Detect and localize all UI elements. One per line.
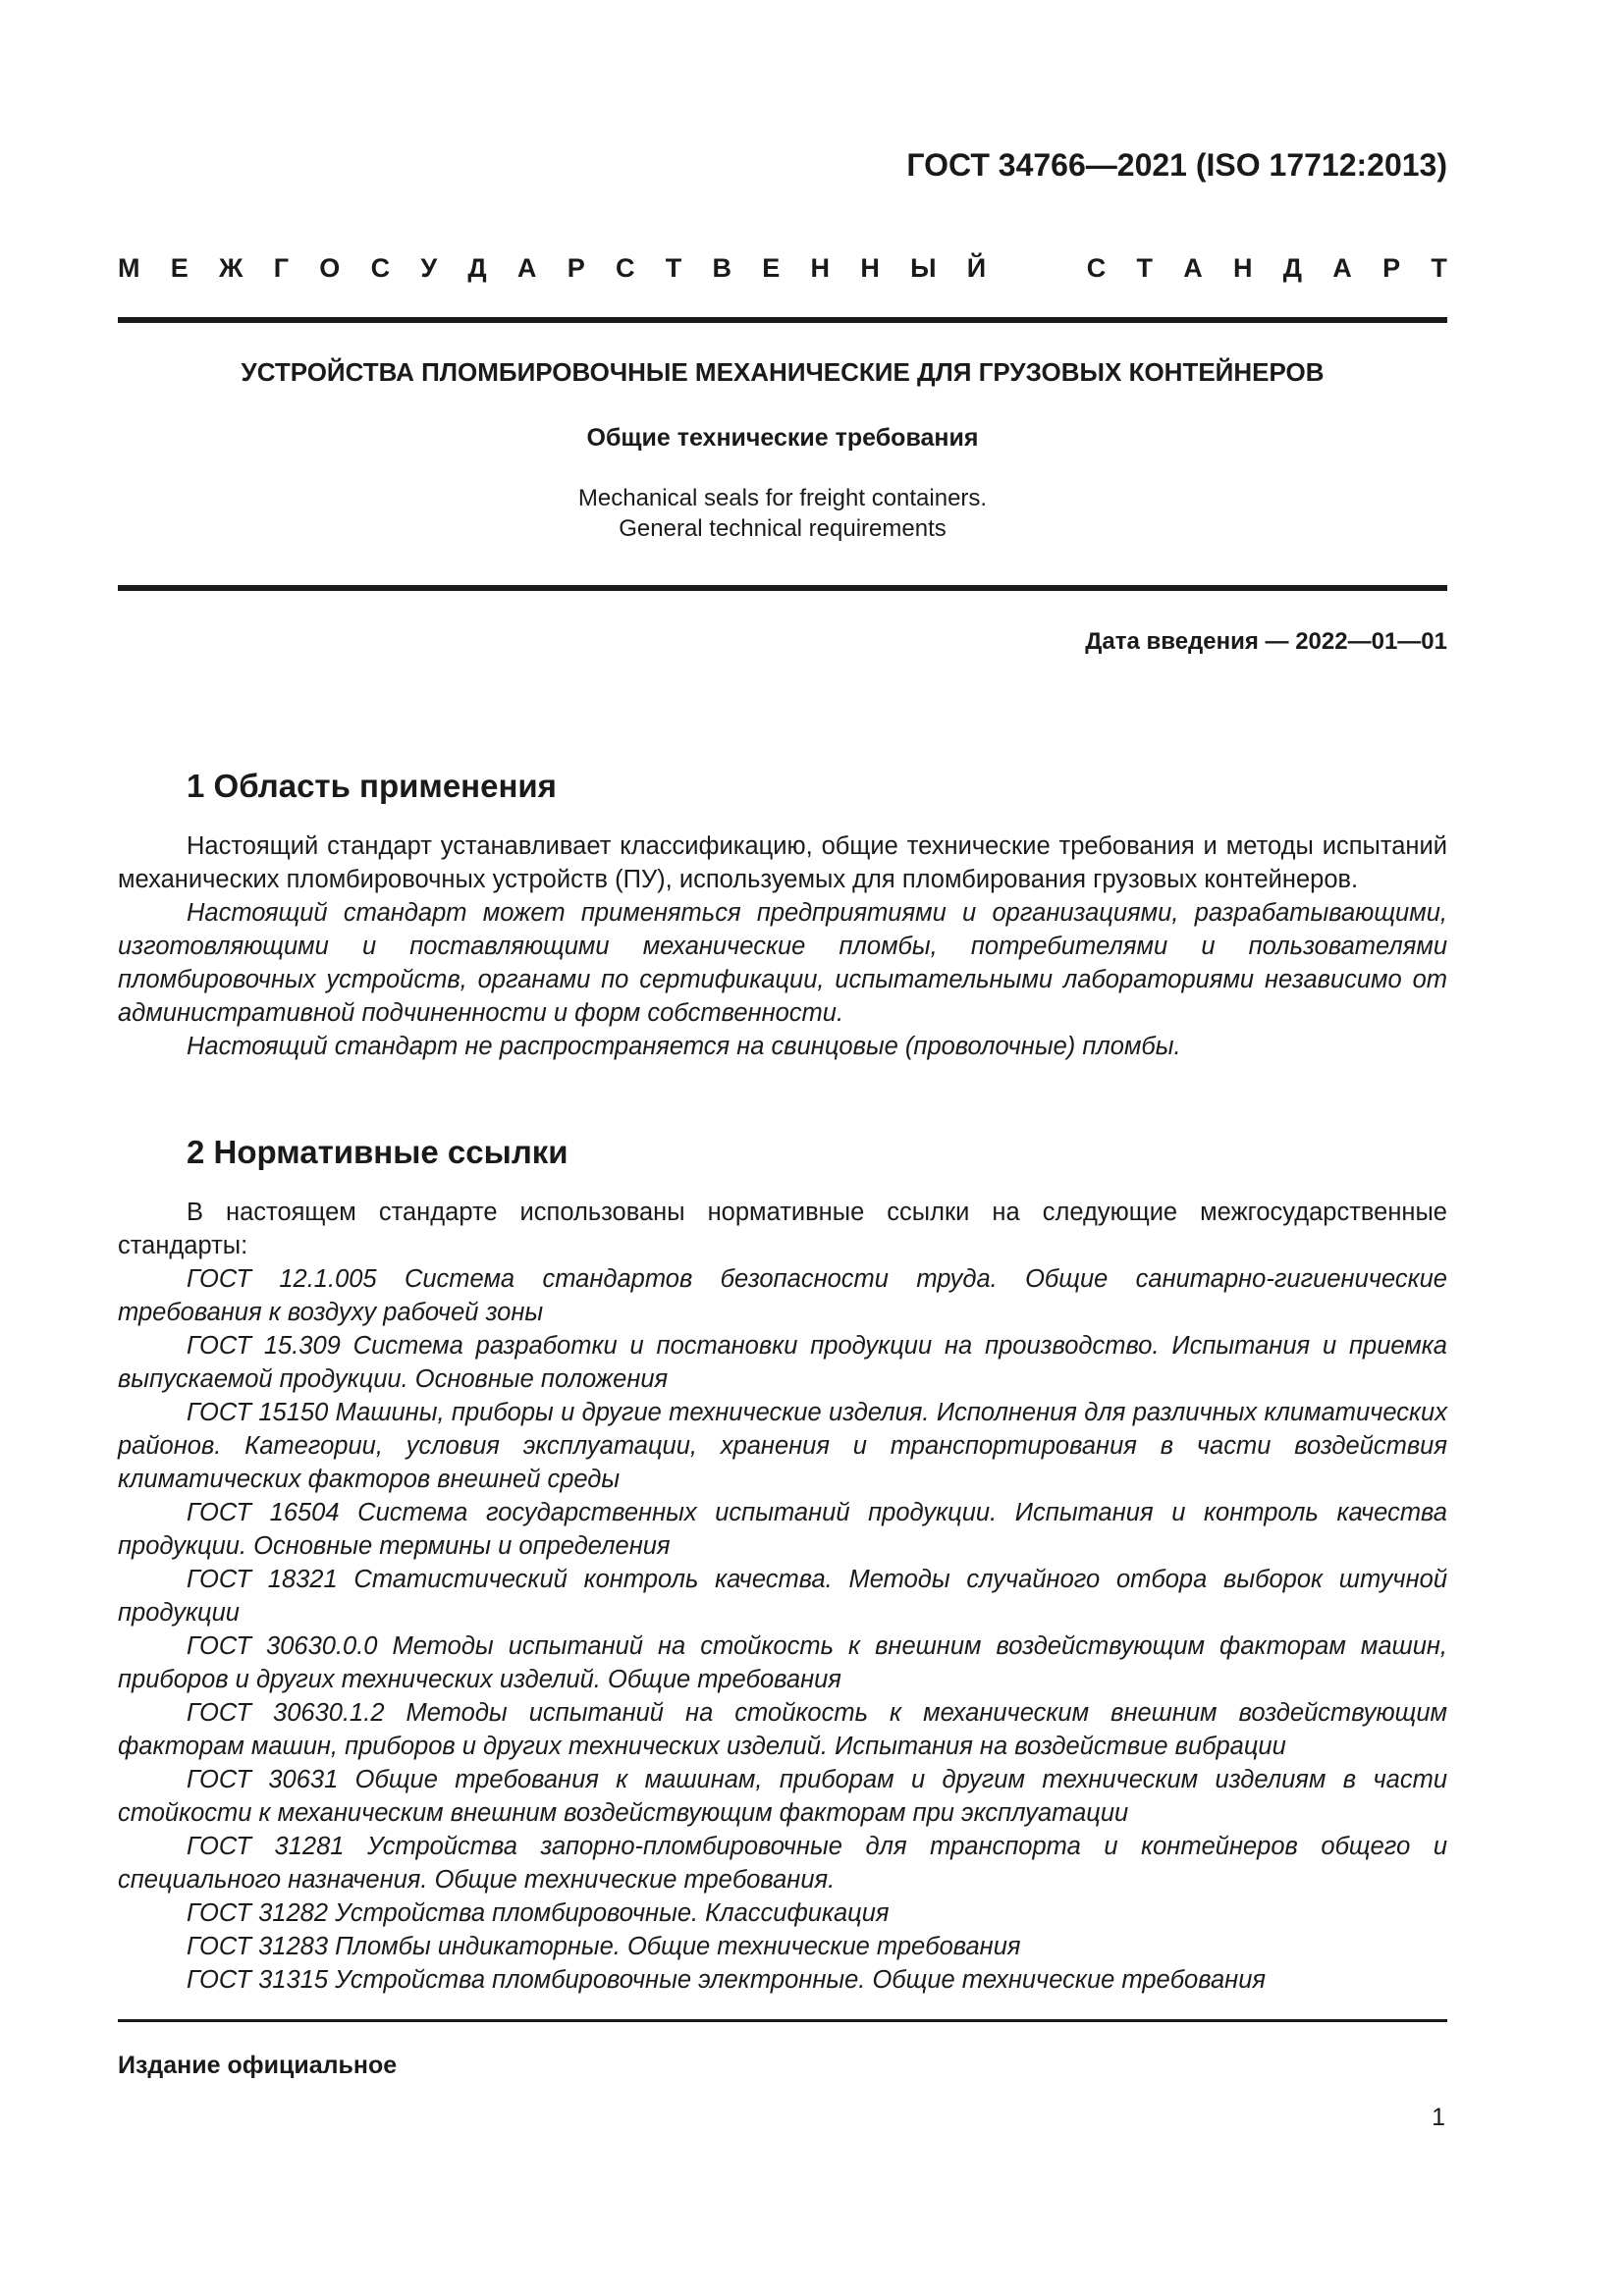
paragraph: Настоящий стандарт может применяться предприятиями и организациями, разрабатывающими, изготовляющими и поставляющими механические пломбы, потребителями и пользователями пломбировочных устройств, органами по сертификации, испытательными лабораториями независимо от административной подчиненности и форм собственности. [118, 899, 1447, 1027]
banner-letter: В [712, 253, 731, 283]
reference-item: ГОСТ 18321 Статистический контроль качества. Методы случайного отбора выборок штучной продукции [118, 1566, 1447, 1627]
title-divider [118, 585, 1447, 591]
banner-letter: Д [1282, 253, 1303, 283]
section-body-scope [118, 829, 1447, 1063]
footer-divider [118, 2019, 1447, 2022]
reference-item: ГОСТ 15.309 Система разработки и постановки продукции на производство. Испытания и приемка выпускаемой продукции. Основные положения [118, 1332, 1447, 1393]
banner-letter: Е [170, 253, 189, 283]
reference-item: ГОСТ 12.1.005 Система стандартов безопасности труда. Общие санитарно-гигиенические требования к воздуху рабочей зоны [118, 1265, 1447, 1326]
banner-letter: Т [1136, 253, 1153, 283]
banner-letter: Н [1233, 253, 1253, 283]
banner-word-gap [1016, 253, 1056, 284]
banner-letter: Д [467, 253, 487, 283]
reference-item: ГОСТ 30630.0.0 Методы испытаний на стойкость к внешним воздействующим факторам машин, приборов и других технических изделий. Общие требования [118, 1632, 1447, 1693]
standard-type-banner [118, 253, 1447, 284]
banner-letter: М [118, 253, 140, 283]
banner-letter: Г [273, 253, 290, 283]
english-title-line: General technical requirements [619, 515, 947, 542]
reference-item: ГОСТ 30631 Общие требования к машинам, приборам и другим техническим изделиям в части стойкости к механическим внешним воздействующим факторам при эксплуатации [118, 1766, 1447, 1827]
official-edition-label: Издание официальное [118, 2052, 398, 2079]
banner-letter: Н [810, 253, 831, 283]
banner-letter: А [1183, 253, 1203, 283]
standard-code: ГОСТ 34766—2021 (ISO 17712:2013) [906, 147, 1447, 183]
section-body-references [118, 1196, 1447, 1997]
paragraph: Настоящий стандарт устанавливает классификацию, общие технические требования и методы испытаний механических пломбировочных устройств (ПУ), используемых для пломбирования грузовых контейнеров. [118, 832, 1447, 893]
english-title [118, 483, 1447, 544]
reference-item: ГОСТ 31282 Устройства пломбировочные. Классификация [187, 1899, 890, 1927]
banner-letter: А [516, 253, 537, 283]
reference-item: ГОСТ 31283 Пломбы индикаторные. Общие технические требования [187, 1933, 1021, 1960]
banner-letter: Е [762, 253, 781, 283]
introduction-date: Дата введения — 2022—01—01 [1085, 628, 1447, 655]
banner-letter: А [1332, 253, 1352, 283]
paragraph: В настоящем стандарте использованы нормативные ссылки на следующие межгосударственные стандарты: [118, 1199, 1447, 1259]
banner-letter: С [370, 253, 391, 283]
page-number: 1 [1432, 2104, 1445, 2131]
banner-letter: С [1086, 253, 1107, 283]
reference-item: ГОСТ 15150 Машины, приборы и другие технические изделия. Исполнения для различных климатических районов. Категории, условия эксплуатации, хранения и транспортирования в части воздействия климатических факторов внешней среды [118, 1399, 1447, 1493]
banner-letter: О [319, 253, 341, 283]
banner-letter: Ы [910, 253, 937, 283]
banner-letter: Н [860, 253, 880, 283]
reference-item: ГОСТ 30630.1.2 Методы испытаний на стойкость к механическим внешним воздействующим факторам машин, приборов и других технических изделий. Испытания на воздействие вибрации [118, 1699, 1447, 1760]
reference-item: ГОСТ 16504 Система государственных испытаний продукции. Испытания и контроль качества продукции. Основные термины и определения [118, 1499, 1447, 1560]
banner-letter: Т [665, 253, 682, 283]
section-heading-references: 2 Нормативные ссылки [187, 1134, 568, 1170]
reference-item: ГОСТ 31315 Устройства пломбировочные электронные. Общие технические требования [187, 1966, 1267, 1994]
banner-letter: Т [1431, 253, 1447, 283]
section-heading-scope: 1 Область применения [187, 768, 557, 804]
reference-item: ГОСТ 31281 Устройства запорно-пломбировочные для транспорта и контейнеров общего и специального назначения. Общие технические требования. [118, 1833, 1447, 1894]
banner-letter: У [420, 253, 438, 283]
paragraph: Настоящий стандарт не распространяется на свинцовые (проволочные) пломбы. [187, 1033, 1181, 1060]
document-subtitle: Общие технические требования [586, 424, 979, 452]
top-divider [118, 317, 1447, 323]
banner-letter: Р [1382, 253, 1401, 283]
banner-letter: Р [567, 253, 585, 283]
banner-letter: Й [966, 253, 987, 283]
banner-letter: Ж [219, 253, 244, 283]
document-title: УСТРОЙСТВА ПЛОМБИРОВОЧНЫЕ МЕХАНИЧЕСКИЕ ДЛЯ ГРУЗОВЫХ КОНТЕЙНЕРОВ [241, 357, 1325, 387]
banner-letter: С [615, 253, 635, 283]
english-title-line: Mechanical seals for freight containers. [577, 485, 988, 511]
